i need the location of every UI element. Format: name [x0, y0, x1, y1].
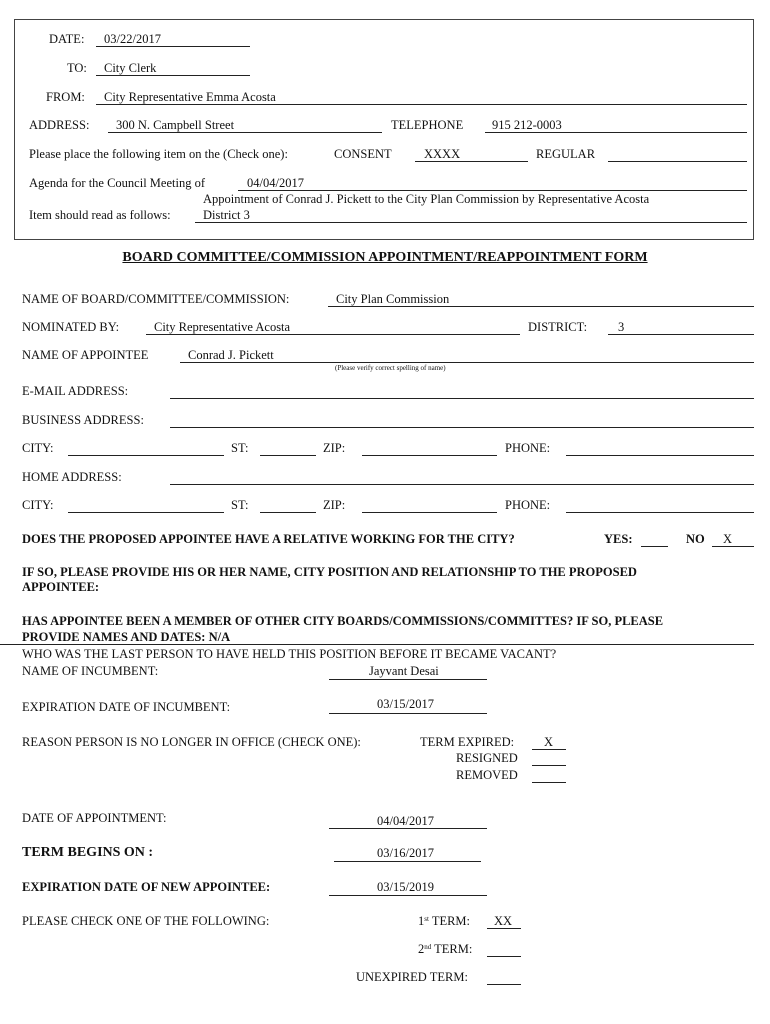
form-title: BOARD COMMITTEE/COMMISSION APPOINTMENT/REAPPOINTMENT FORM	[122, 250, 648, 265]
exp-incumbent-line	[329, 713, 487, 714]
appointee-value[interactable]: Conrad J. Pickett	[188, 348, 274, 362]
if-so-line-1: IF SO, PLEASE PROVIDE HIS OR HER NAME, CITY POSITION AND RELATIONSHIP TO THE PROPOSED	[22, 565, 637, 579]
last-person-question: WHO WAS THE LAST PERSON TO HAVE HELD THIS POSITION BEFORE IT BECAME VACANT?	[22, 647, 557, 661]
regular-line[interactable]	[608, 161, 747, 162]
resigned-line[interactable]	[532, 765, 566, 766]
zip-line-2[interactable]	[362, 512, 497, 513]
term-expired-value[interactable]: X	[544, 735, 554, 749]
home-label: HOME ADDRESS:	[22, 470, 122, 484]
first-term-label: 1st TERM:	[418, 914, 471, 928]
date-value[interactable]: 03/22/2017	[104, 32, 161, 46]
address-label: ADDRESS:	[29, 118, 90, 132]
address-line	[108, 132, 382, 133]
agenda-label: Agenda for the Council Meeting of	[29, 176, 205, 190]
city-label: CITY:	[22, 441, 54, 455]
telephone-line	[485, 132, 747, 133]
appointee-line	[180, 362, 754, 363]
second-term-label: 2nd TERM:	[418, 942, 473, 956]
nominated-label: NOMINATED BY:	[22, 320, 120, 334]
term-begins-label: TERM BEGINS ON :	[22, 845, 154, 860]
business-label: BUSINESS ADDRESS:	[22, 413, 144, 427]
removed-line[interactable]	[532, 782, 566, 783]
date-label: DATE:	[49, 32, 85, 46]
st-label-2: ST:	[231, 498, 249, 512]
first-term-line	[487, 928, 521, 929]
agenda-line	[238, 190, 747, 191]
st-line[interactable]	[260, 455, 316, 456]
city-line[interactable]	[68, 455, 224, 456]
exp-new-value[interactable]: 03/15/2019	[377, 880, 434, 894]
no-label: NO	[686, 532, 705, 546]
phone-line[interactable]	[566, 455, 754, 456]
appt-date-value[interactable]: 04/04/2017	[377, 814, 434, 828]
exp-incumbent-label: EXPIRATION DATE OF INCUMBENT:	[22, 700, 231, 714]
city-label-2: CITY:	[22, 498, 54, 512]
zip-line[interactable]	[362, 455, 497, 456]
nominated-value[interactable]: City Representative Acosta	[154, 320, 291, 334]
relative-question: DOES THE PROPOSED APPOINTEE HAVE A RELATIVE WORKING FOR THE CITY?	[22, 532, 515, 546]
phone-line-2[interactable]	[566, 512, 754, 513]
st-label: ST:	[231, 441, 249, 455]
yes-label: YES:	[604, 532, 633, 546]
phone-label-2: PHONE:	[505, 498, 551, 512]
consent-label: CONSENT	[334, 147, 392, 161]
email-label: E-MAIL ADDRESS:	[22, 384, 129, 398]
item-label: Item should read as follows:	[29, 208, 171, 222]
zip-label-2: ZIP:	[323, 498, 346, 512]
second-term-line[interactable]	[487, 956, 521, 957]
date-line	[96, 46, 250, 47]
term-expired-line	[532, 749, 566, 750]
term-begins-value[interactable]: 03/16/2017	[377, 846, 434, 860]
consent-value[interactable]: XXXX	[424, 147, 461, 161]
removed-label: REMOVED	[456, 768, 518, 782]
incumbent-line	[329, 679, 487, 680]
nominated-line	[146, 334, 520, 335]
to-line	[96, 75, 250, 76]
member-line-2: PROVIDE NAMES AND DATES: N/A	[22, 630, 231, 644]
exp-new-label: EXPIRATION DATE OF NEW APPOINTEE:	[22, 880, 271, 894]
board-value[interactable]: City Plan Commission	[336, 292, 450, 306]
unexpired-term-line[interactable]	[487, 984, 521, 985]
yes-line[interactable]	[641, 546, 668, 547]
home-line[interactable]	[170, 484, 754, 485]
zip-label: ZIP:	[323, 441, 346, 455]
unexpired-term-label: UNEXPIRED TERM:	[356, 970, 468, 984]
no-line	[712, 546, 754, 547]
address-value[interactable]: 300 N. Campbell Street	[116, 118, 235, 132]
incumbent-label: NAME OF INCUMBENT:	[22, 664, 159, 678]
check-prompt: Please place the following item on the (Check one):	[29, 147, 288, 161]
board-label: NAME OF BOARD/COMMITTEE/COMMISSION:	[22, 292, 290, 306]
item-line-1[interactable]: Appointment of Conrad J. Pickett to the City Plan Commission by Representative Acosta	[203, 192, 650, 206]
agenda-value[interactable]: 04/04/2017	[247, 176, 304, 190]
regular-label: REGULAR	[536, 147, 596, 161]
district-line	[608, 334, 754, 335]
email-line[interactable]	[170, 398, 754, 399]
phone-label: PHONE:	[505, 441, 551, 455]
term-expired-label: TERM EXPIRED:	[420, 735, 515, 749]
term-begins-line	[334, 861, 481, 862]
appt-date-line	[329, 828, 487, 829]
no-value[interactable]: X	[723, 532, 733, 546]
incumbent-value[interactable]: Jayvant Desai	[369, 664, 439, 678]
exp-new-line	[329, 895, 487, 896]
business-line[interactable]	[170, 427, 754, 428]
from-label: FROM:	[46, 90, 85, 104]
telephone-value[interactable]: 915 212-0003	[492, 118, 562, 132]
appointee-label: NAME OF APPOINTEE	[22, 348, 149, 362]
consent-line	[415, 161, 528, 162]
first-term-value[interactable]: XX	[494, 914, 513, 928]
st-line-2[interactable]	[260, 512, 316, 513]
to-label: TO:	[67, 61, 87, 75]
verify-note: (Please verify correct spelling of name)	[335, 364, 446, 372]
check-one-label: PLEASE CHECK ONE OF THE FOLLOWING:	[22, 914, 270, 928]
if-so-line-2: APPOINTEE:	[22, 580, 100, 594]
telephone-label: TELEPHONE	[391, 118, 464, 132]
to-value[interactable]: City Clerk	[104, 61, 157, 75]
reason-label: REASON PERSON IS NO LONGER IN OFFICE (CHECK ONE):	[22, 735, 361, 749]
resigned-label: RESIGNED	[456, 751, 518, 765]
district-label: DISTRICT:	[528, 320, 588, 334]
appt-date-label: DATE OF APPOINTMENT:	[22, 811, 167, 825]
city-line-2[interactable]	[68, 512, 224, 513]
item-line	[195, 222, 747, 223]
from-line	[96, 104, 747, 105]
item-line-2[interactable]: District 3	[203, 208, 250, 222]
exp-incumbent-value[interactable]: 03/15/2017	[377, 697, 434, 711]
district-value[interactable]: 3	[618, 320, 625, 334]
member-line	[0, 644, 754, 645]
member-line-1: HAS APPOINTEE BEEN A MEMBER OF OTHER CITY BOARDS/COMMISSIONS/COMMITTES? IF SO, PLEASE	[22, 614, 664, 628]
from-value[interactable]: City Representative Emma Acosta	[104, 90, 276, 104]
board-line	[328, 306, 754, 307]
